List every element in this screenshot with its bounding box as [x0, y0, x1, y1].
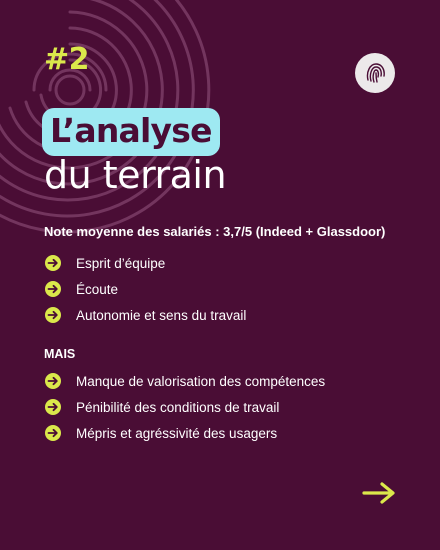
list-item-label: Écoute	[76, 281, 119, 297]
rating-note: Note moyenne des salariés : 3,7/5 (Indeed + Glassdoor)	[44, 224, 386, 239]
arrow-right-circle-icon	[44, 280, 62, 298]
page-title-line2: du terrain	[44, 153, 227, 197]
list-item	[44, 420, 325, 446]
positives-list	[44, 250, 246, 328]
fingerprint-logo-icon	[354, 52, 396, 94]
arrow-right-circle-icon	[44, 254, 62, 272]
arrow-right-circle-icon	[44, 372, 62, 390]
list-item	[44, 368, 325, 394]
list-item-label: Esprit d’équipe	[76, 255, 166, 271]
list-item-label: Pénibilité des conditions de travail	[76, 399, 280, 415]
arrow-right-icon[interactable]	[362, 481, 396, 505]
list-item	[44, 276, 246, 302]
list-item	[44, 394, 325, 420]
section-heading: MAIS	[44, 347, 76, 361]
negatives-list	[44, 368, 325, 446]
page-title-highlight: L’analyse	[42, 108, 220, 156]
list-item	[44, 302, 246, 328]
arrow-right-circle-icon	[44, 398, 62, 416]
arrow-right-circle-icon	[44, 424, 62, 442]
list-item	[44, 250, 246, 276]
slide-number: #2	[44, 42, 90, 77]
list-item-label: Manque de valorisation des compétences	[76, 373, 326, 389]
list-item-label: Autonomie et sens du travail	[76, 307, 247, 323]
list-item-label: Mépris et agréssivité des usagers	[76, 425, 278, 441]
arrow-right-circle-icon	[44, 306, 62, 324]
